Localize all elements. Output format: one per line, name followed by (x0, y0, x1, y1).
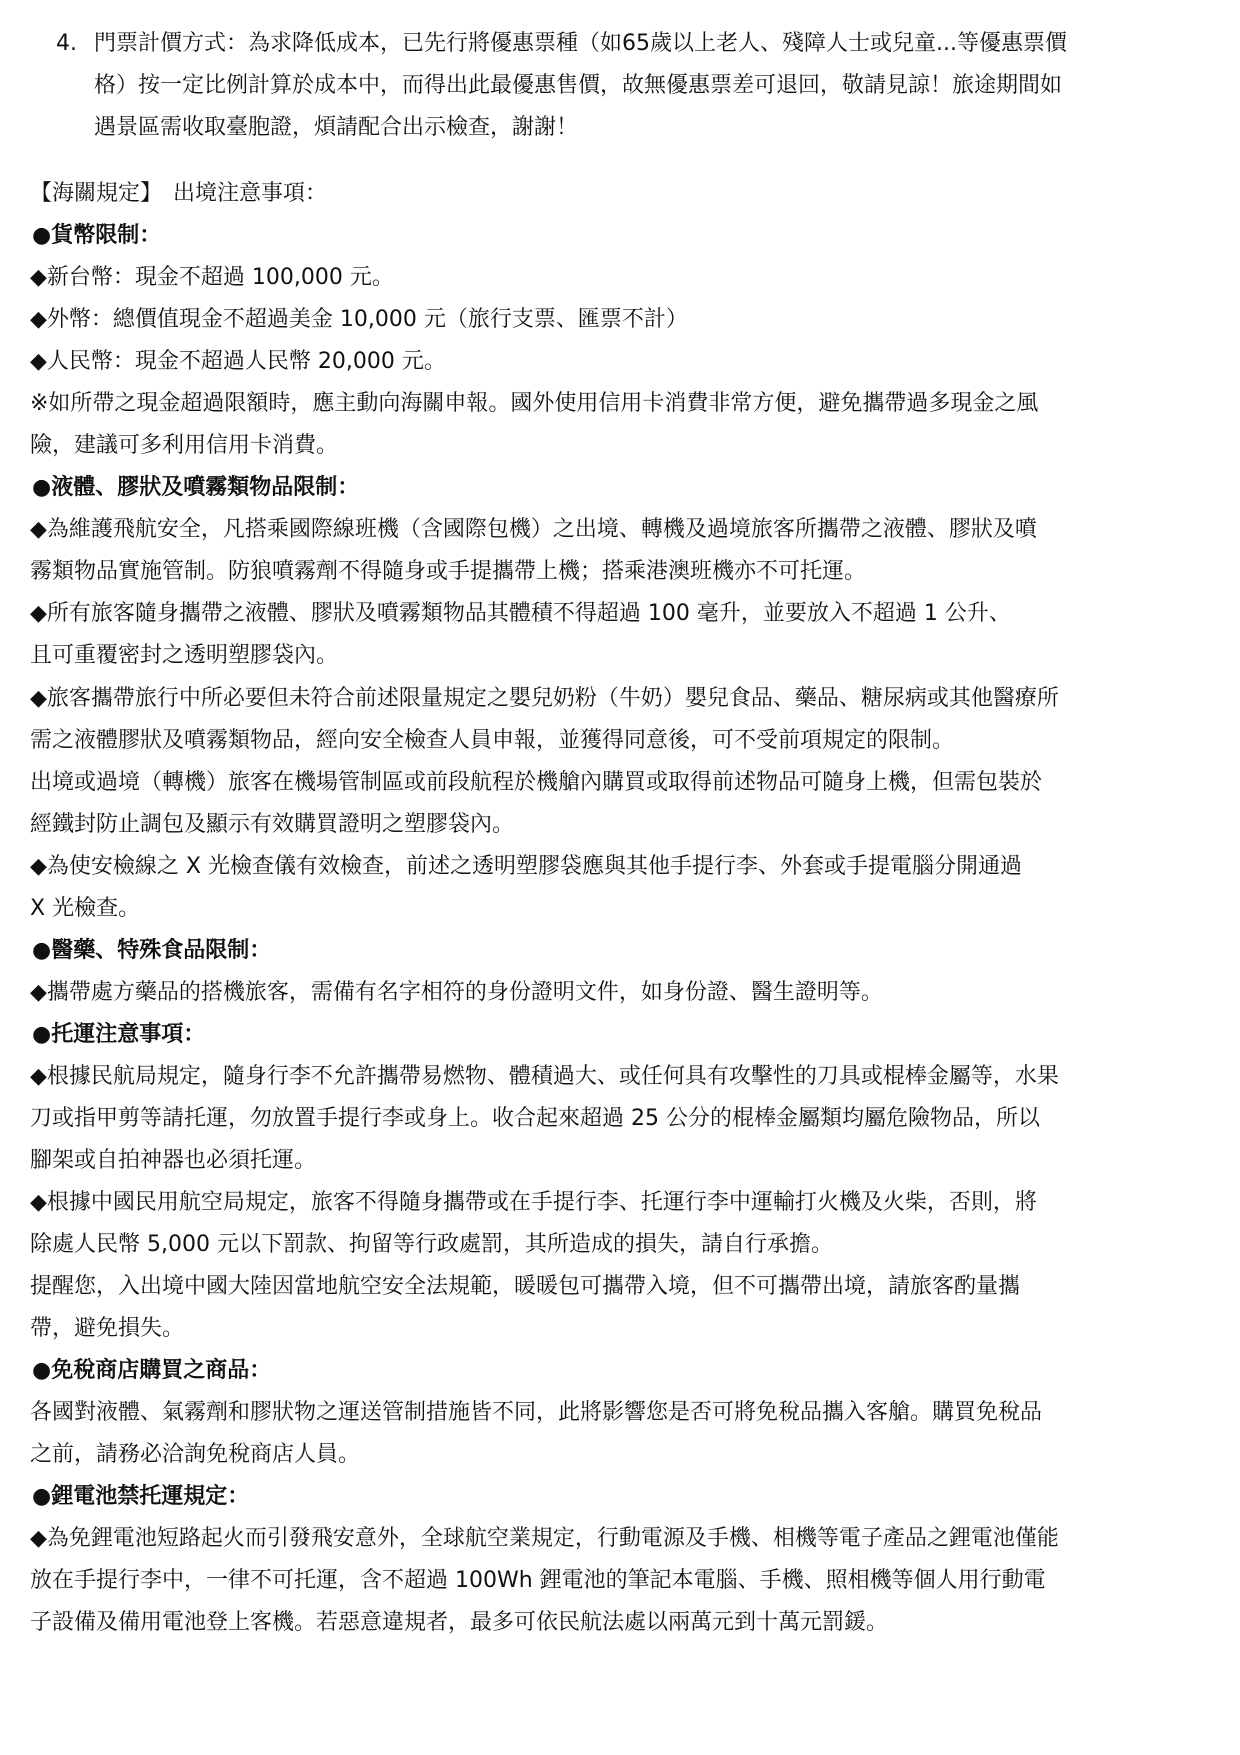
dutyfree-line: 各國對液體、氣霧劑和膠狀物之運送管制措施皆不同，此將影響您是否可將免稅品攜入客艙。購買免稅品 (30, 1400, 1043, 1425)
liquids-line: ◆所有旅客隨身攜帶之液體、膠狀及噴霧類物品其體積不得超過 100 毫升，並要放入不超過 1 公升、 (30, 601, 1011, 626)
currency-line: ◆新台幣：現金不超過 100,000 元。 (30, 265, 394, 290)
battery-line: 放在手提行李中，一律不可托運，含不超過 100Wh 鋰電池的筆記本電腦、手機、照相機等個人用行動電 (30, 1568, 1046, 1593)
liquids-line: 霧類物品實施管制。防狼噴霧劑不得隨身或手提攜帶上機；搭乘港澳班機亦不可托運。 (30, 559, 867, 584)
checkin-line: 帶，避免損失。 (30, 1316, 185, 1341)
currency-heading: ●貨幣限制： (32, 223, 162, 248)
battery-heading: ●鋰電池禁托運規定： (32, 1484, 250, 1509)
item4-line-1: 門票計價方式：為求降低成本，已先行將優惠票種（如65歲以上老人、殘障人士或兒童...等優惠票價 (94, 31, 1067, 56)
liquids-line: 出境或過境（轉機）旅客在機場管制區或前段航程於機艙內購買或取得前述物品可隨身上機，但需包裝於 (30, 770, 1043, 795)
liquids-line: ◆旅客攜帶旅行中所必要但未符合前述限量規定之嬰兒奶粉（牛奶）嬰兒食品、藥品、糖尿病或其他醫療所 (30, 686, 1059, 711)
dutyfree-line: 之前，請務必洽詢免稅商店人員。 (30, 1442, 361, 1467)
currency-line: ◆外幣：總價值現金不超過美金 10,000 元（旅行支票、匯票不計） (30, 307, 688, 332)
customs-title: 【海關規定】 出境注意事項： (30, 181, 328, 206)
checkin-heading: ●托運注意事項： (32, 1022, 206, 1047)
currency-line: ※如所帶之現金超過限額時，應主動向海關申報。國外使用信用卡消費非常方便，避免攜帶過多現金之風 (30, 391, 1039, 416)
checkin-line: 刀或指甲剪等請托運，勿放置手提行李或身上。收合起來超過 25 公分的棍棒金屬類均屬危險物品，所以 (30, 1106, 1040, 1131)
medicine-line: ◆攜帶處方藥品的搭機旅客，需備有名字相符的身份證明文件，如身份證、醫生證明等。 (30, 980, 883, 1005)
liquids-line: 且可重覆密封之透明塑膠袋內。 (30, 643, 339, 668)
liquids-heading: ●液體、膠狀及噴霧類物品限制： (32, 475, 360, 500)
liquids-line: ◆為維護飛航安全，凡搭乘國際線班機（含國際包機）之出境、轉機及過境旅客所攜帶之液體、膠狀及噴 (30, 517, 1037, 542)
item4-line-2: 格）按一定比例計算於成本中，而得出此最優惠售價，故無優惠票差可退回，敬請見諒！旅途期間如 (94, 73, 1063, 98)
liquids-line: X 光檢查。 (30, 896, 141, 921)
item4-line-3: 遇景區需收取臺胞證，煩請配合出示檢查，謝謝！ (94, 115, 579, 140)
checkin-line: ◆根據中國民用航空局規定，旅客不得隨身攜帶或在手提行李、托運行李中運輸打火機及火柴，否則，將 (30, 1190, 1037, 1215)
checkin-line: 提醒您，入出境中國大陸因當地航空安全法規範，暖暖包可攜帶入境，但不可攜帶出境，請旅客酌量攜 (30, 1274, 1021, 1299)
item-number: 4. (56, 31, 77, 56)
dutyfree-heading: ●免稅商店購買之商品： (32, 1358, 272, 1383)
liquids-line: ◆為使安檢線之 X 光檢查儀有效檢查，前述之透明塑膠袋應與其他手提行李、外套或手提電腦分開通過 (30, 854, 1022, 879)
checkin-line: 腳架或自拍神器也必須托運。 (30, 1148, 317, 1173)
battery-line: ◆為免鋰電池短路起火而引發飛安意外，全球航空業規定，行動電源及手機、相機等電子產品之鋰電池僅能 (30, 1526, 1059, 1551)
currency-line: ◆人民幣：現金不超過人民幣 20,000 元。 (30, 349, 446, 374)
liquids-line: 需之液體膠狀及噴霧類物品，經向安全檢查人員申報，並獲得同意後，可不受前項規定的限制。 (30, 728, 955, 753)
medicine-heading: ●醫藥、特殊食品限制： (32, 938, 272, 963)
checkin-line: 除處人民幣 5,000 元以下罰款、拘留等行政處罰，其所造成的損失，請自行承擔。 (30, 1232, 833, 1257)
checkin-line: ◆根據民航局規定，隨身行李不允許攜帶易燃物、體積過大、或任何具有攻擊性的刀具或棍棒金屬等，水果 (30, 1064, 1059, 1089)
battery-line: 子設備及備用電池登上客機。若惡意違規者，最多可依民航法處以兩萬元到十萬元罰鍰。 (30, 1610, 889, 1635)
currency-line: 險，建議可多利用信用卡消費。 (30, 433, 339, 458)
liquids-line: 經鐵封防止調包及顯示有效購買證明之塑膠袋內。 (30, 812, 515, 837)
